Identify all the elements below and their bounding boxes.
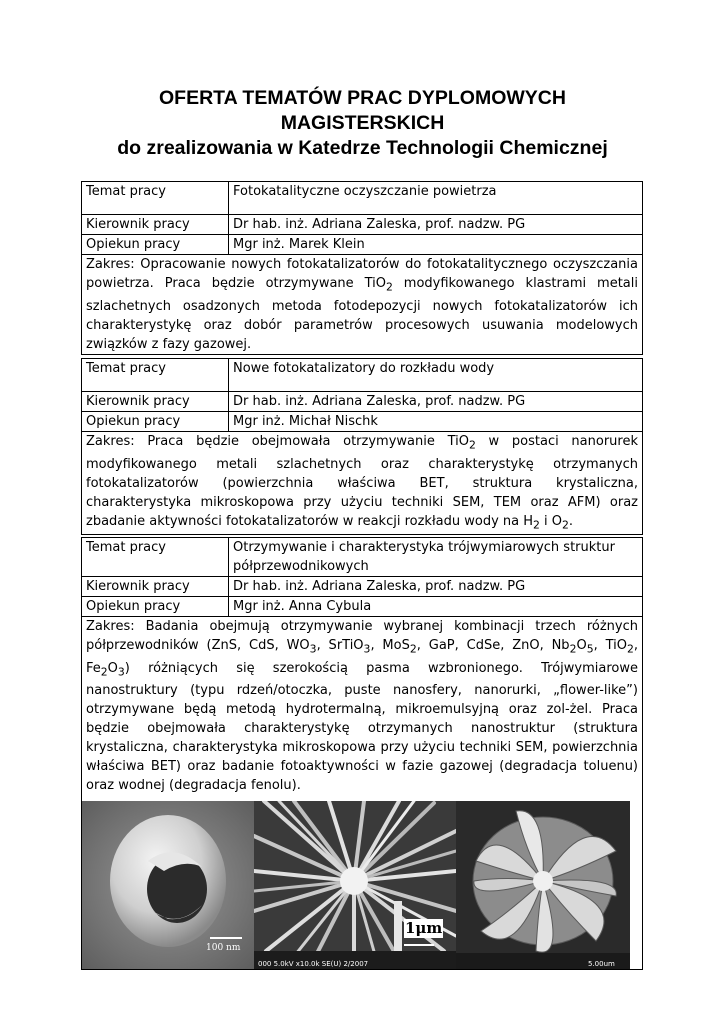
topic-value: Nowe fotokatalizatory do rozkładu wody [229, 359, 643, 392]
topic-label: Temat pracy [82, 182, 229, 215]
sem-images [82, 801, 642, 969]
title-line-3: do zrealizowania w Katedrze Technologii Chemicznej [117, 137, 608, 159]
supervisor-value: Dr hab. inż. Adriana Zaleska, prof. nadzw. PG [229, 392, 643, 412]
advisor-label: Opiekun pracy [82, 412, 229, 432]
sem-image-flower-like [456, 801, 630, 969]
topic-table-1 [81, 181, 643, 355]
topic-value: Fotokatalityczne oczyszczanie powietrza [229, 182, 643, 215]
advisor-label: Opiekun pracy [82, 597, 229, 617]
topic-value: Otrzymywanie i charakterystyka trójwymiarowych struktur półprzewodnikowych [229, 538, 643, 577]
topic-table-3 [81, 537, 643, 970]
supervisor-value: Dr hab. inż. Adriana Zaleska, prof. nadzw. PG [229, 577, 643, 597]
scope-text: Zakres: Badania obejmują otrzymywanie wybranej kombinacji trzech różnych półprzewodników (ZnS, CdS, $WO_3$, SrTiO$_3$, MoS$_2$, GaP, CdSe, ZnO, $Nb_2O_5$, TiO$_2$, $Fe_2O_3$) różniących się szerokością pasma wzbronionego. Trójwymiarowe nanostruktury (typu rdzeń/otoczka, puste nanosfery, nanorurki, „flower-like”) otrzymywane będą metodą hydrotermalną, mikroemulsyjną oraz zol-żel. Praca będzie obejmowała charakterystykę otrzymanych nanostruktur (struktura krystaliczna, charakterystyka mikroskopowa przy użyciu techniki SEM, powierzchnia właściwa BET) oraz badanie fotoaktywności w fazie gazowej (degradacja toluenu) oraz wodnej (degradacja fenolu). 100 nm 1μm 000 5.0kV x10.0k SE(U) 2/2007 5.00um [82, 617, 643, 970]
title-line-1: OFERTA TEMATÓW PRAC DYPLOMOWYCH [159, 87, 566, 109]
supervisor-value: Dr hab. inż. Adriana Zaleska, prof. nadzw. PG [229, 215, 643, 235]
advisor-value: Mgr inż. Marek Klein [229, 235, 643, 255]
sem-image-hollow-sphere [82, 801, 254, 969]
advisor-value: Mgr inż. Michał Nischk [229, 412, 643, 432]
topic-label: Temat pracy [82, 359, 229, 392]
supervisor-label: Kierownik pracy [82, 392, 229, 412]
sem-image-nanorods [254, 801, 456, 969]
scale-bar-label: 1μm [405, 919, 443, 938]
page-title [0, 86, 725, 161]
sem-caption: 5.00um [588, 960, 615, 969]
advisor-value: Mgr inż. Anna Cybula [229, 597, 643, 617]
advisor-label: Opiekun pracy [82, 235, 229, 255]
scope-text: Zakres: Opracowanie nowych fotokatalizatorów do fotokatalitycznego oczyszczania powietrza. Praca będzie otrzymywane TiO$_2$ modyfikowanego klastrami metali szlachetnych osadzonych metoda fotodepozycji nowych fotokatalizatorów ich charakterystykę oraz dobór parametrów procesowych usuwania modelowych związków z fazy gazowej. [82, 255, 643, 355]
topic-table-2 [81, 358, 643, 535]
title-line-2: MAGISTERSKICH [280, 112, 445, 134]
supervisor-label: Kierownik pracy [82, 577, 229, 597]
supervisor-label: Kierownik pracy [82, 215, 229, 235]
scope-text: Zakres: Praca będzie obejmowała otrzymywanie TiO$_2$ w postaci nanorurek modyfikowanego metali szlachetnych oraz charakterystykę otrzymanych fotokatalizatorów (powierzchnia właściwa BET, struktura krystaliczna, charakterystyka mikroskopowa przy użyciu techniki SEM, TEM oraz AFM) oraz zbadanie aktywności fotokatalizatorów w reakcji rozkładu wody na $H_2$ i $O_2$. [82, 432, 643, 535]
scale-bar-label: 100 nm [206, 943, 241, 954]
sem-caption: 000 5.0kV x10.0k SE(U) 2/2007 [258, 960, 369, 969]
topic-label: Temat pracy [82, 538, 229, 577]
